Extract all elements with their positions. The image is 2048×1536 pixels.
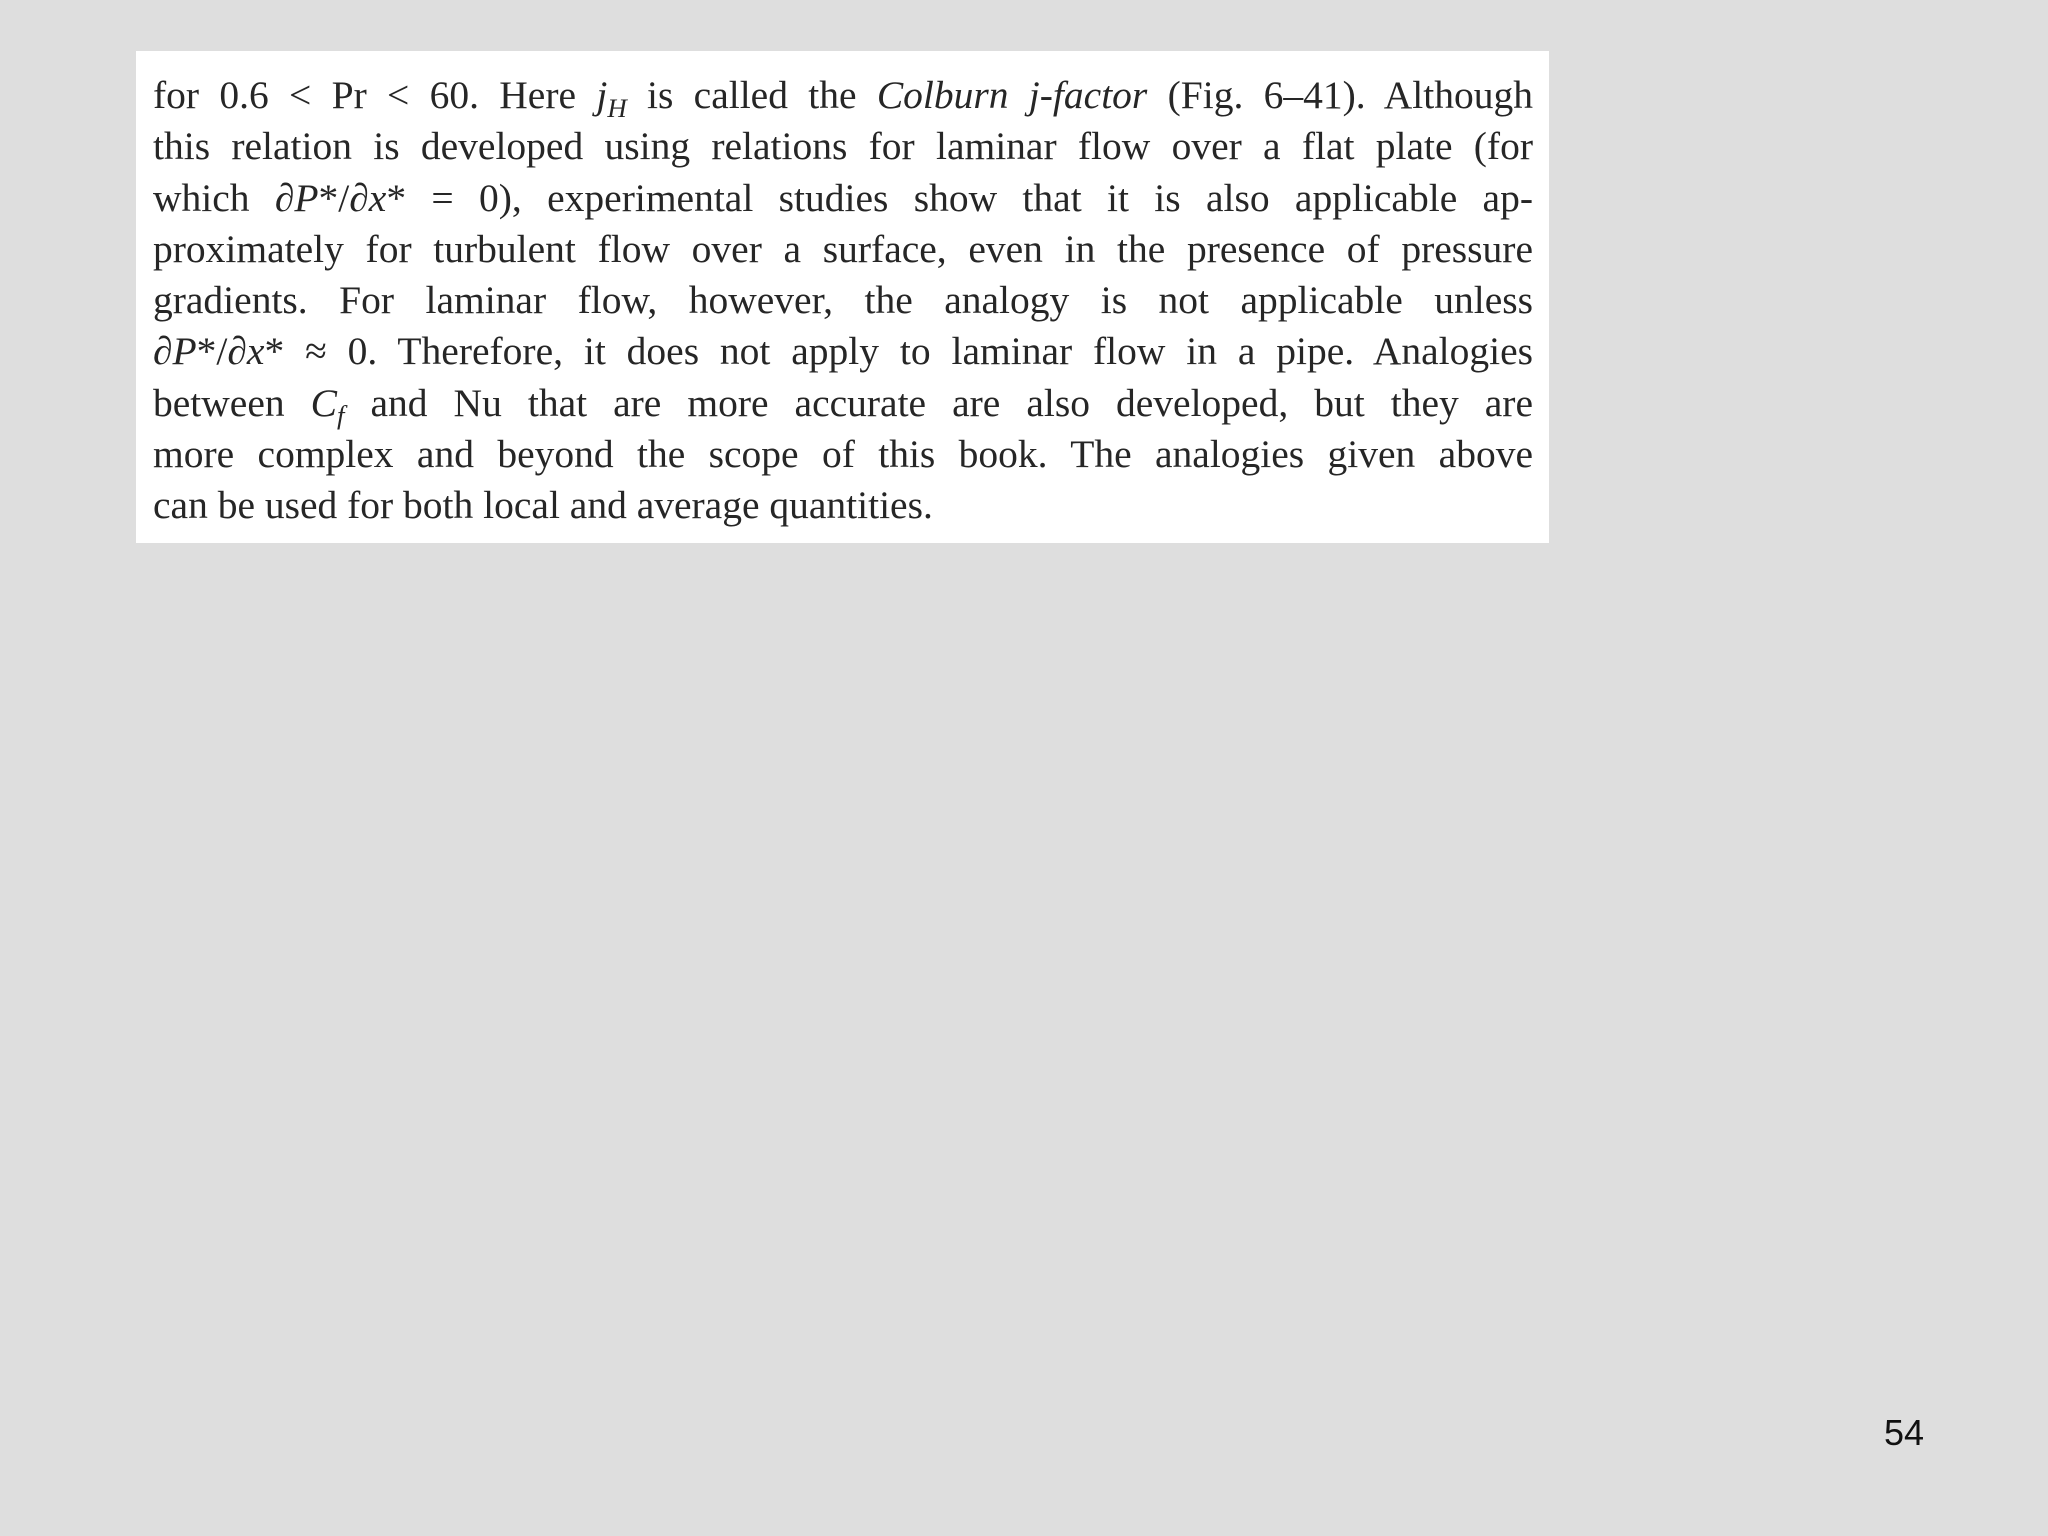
text-segment: more complex and beyond the scope of this book. The analogies given above (153, 432, 1533, 477)
excerpt-line (153, 275, 1533, 326)
text-segment: * ≈ 0. Therefore, it does not apply to laminar flow in a pipe. Analogies (264, 329, 1533, 374)
excerpt-line (153, 326, 1533, 377)
math-symbol: x (246, 329, 265, 374)
emphasized-term: Colburn j-factor (876, 73, 1148, 117)
text-segment: gradients. For laminar flow, however, the analogy is not applicable unless (153, 278, 1533, 323)
page-number: 54 (1883, 1412, 1924, 1453)
text-segment: which ∂ (153, 175, 295, 220)
math-symbol: C (310, 380, 337, 425)
excerpt-line (153, 70, 1533, 121)
excerpt-line (153, 429, 1533, 480)
text-segment: this relation is developed using relations for laminar flow over a flat plate (for (153, 124, 1533, 169)
text-segment: ∂ (153, 329, 173, 374)
textbook-excerpt (136, 51, 1549, 543)
text-segment: between (153, 380, 311, 425)
text-segment: for 0.6 < Pr < 60. Here (153, 73, 597, 117)
math-symbol: x (368, 175, 387, 220)
text-segment: */∂ (318, 175, 369, 220)
text-segment: and Nu that are more accurate are also developed, but they are (344, 380, 1533, 425)
text-segment: can be used for both local and average quantities. (153, 483, 933, 528)
excerpt-line (153, 378, 1533, 429)
text-segment: is called the (626, 73, 877, 117)
math-subscript: H (607, 92, 627, 123)
excerpt-line (153, 480, 1533, 531)
text-segment: * = 0), experimental studies show that it is also applicable ap- (386, 175, 1533, 220)
text-segment: */∂ (196, 329, 247, 374)
math-subscript: f (336, 400, 345, 431)
text-segment: proximately for turbulent flow over a surface, even in the presence of pressure (153, 226, 1533, 271)
excerpt-line (153, 121, 1533, 172)
excerpt-line (153, 224, 1533, 275)
excerpt-line (153, 173, 1533, 224)
math-symbol: P (172, 329, 197, 374)
math-symbol: P (294, 175, 319, 220)
math-symbol: j (596, 73, 608, 117)
text-segment: (Fig. 6–41). Although (1147, 73, 1533, 117)
